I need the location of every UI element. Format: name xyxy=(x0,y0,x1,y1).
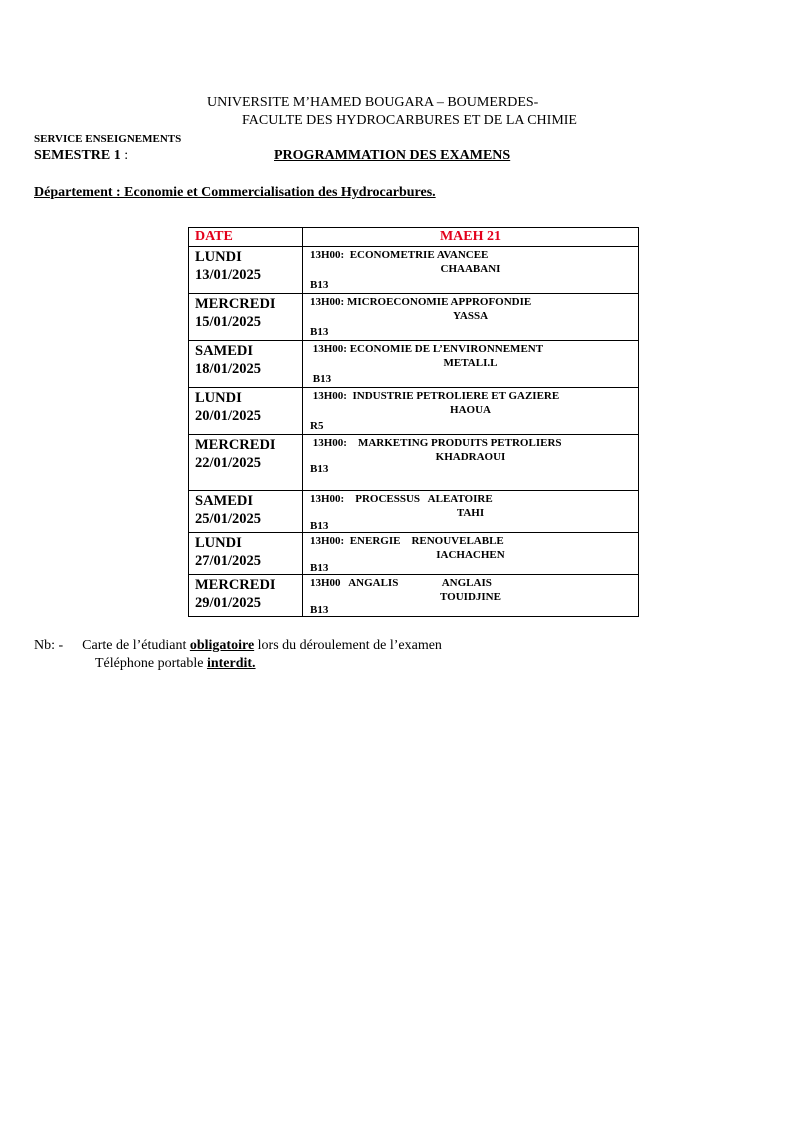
exam-room: B13 xyxy=(310,326,329,338)
exam-teacher: HAOUA xyxy=(450,404,491,416)
day-name: MERCREDI xyxy=(195,577,276,593)
exam-cell xyxy=(303,388,639,435)
exam-subject: 13H00: INDUSTRIE PETROLIERE ET GAZIERE xyxy=(310,390,560,402)
table-row xyxy=(189,435,639,491)
exam-date: 22/01/2025 xyxy=(195,455,262,471)
day-name: SAMEDI xyxy=(195,493,254,509)
date-cell xyxy=(189,491,303,533)
note-text-d: Téléphone portable xyxy=(95,656,207,671)
table-header-row xyxy=(189,228,639,247)
table-row xyxy=(189,294,639,341)
exam-subject: 13H00 ANGALIS ANGLAIS xyxy=(310,577,492,589)
header-group: MAEH 21 xyxy=(303,228,639,247)
exam-cell xyxy=(303,575,639,617)
exam-subject: 13H00: PROCESSUS ALEATOIRE xyxy=(310,493,493,505)
date-cell xyxy=(189,247,303,294)
day-name: LUNDI xyxy=(195,390,242,406)
date-cell xyxy=(189,341,303,388)
day-name: LUNDI xyxy=(195,249,242,265)
semester-text: SEMESTRE 1 xyxy=(34,148,121,163)
note-line-1 xyxy=(34,638,442,654)
service-label: SERVICE ENSEIGNEMENTS xyxy=(34,133,182,145)
exam-date: 20/01/2025 xyxy=(195,408,262,424)
date-cell xyxy=(189,388,303,435)
exam-date: 27/01/2025 xyxy=(195,553,262,569)
university-name: UNIVERSITE M’HAMED BOUGARA – BOUMERDES- xyxy=(207,95,539,110)
exam-cell xyxy=(303,491,639,533)
exam-room: B13 xyxy=(310,373,332,385)
exam-cell xyxy=(303,247,639,294)
exam-cell xyxy=(303,294,639,341)
date-cell xyxy=(189,575,303,617)
exam-subject: 13H00: ECONOMETRIE AVANCEE xyxy=(310,249,489,261)
exam-cell xyxy=(303,341,639,388)
note-line-2 xyxy=(95,656,256,672)
exam-subject: 13H00: ECONOMIE DE L’ENVIRONNEMENT xyxy=(310,343,544,355)
exam-cell xyxy=(303,533,639,575)
exam-room: B13 xyxy=(310,463,329,475)
exam-teacher: YASSA xyxy=(452,310,489,322)
exam-room: B13 xyxy=(310,520,329,532)
date-cell xyxy=(189,533,303,575)
table-row xyxy=(189,575,639,617)
table-row xyxy=(189,491,639,533)
exam-subject: 13H00: MARKETING PRODUITS PETROLIERS xyxy=(310,437,562,449)
exam-date: 25/01/2025 xyxy=(195,511,262,527)
semester-label xyxy=(34,148,128,164)
exam-date: 13/01/2025 xyxy=(195,267,262,283)
day-name: SAMEDI xyxy=(195,343,254,359)
page-title: PROGRAMMATION DES EXAMENS xyxy=(274,148,511,163)
exam-teacher: TOUIDJINE xyxy=(440,591,501,603)
table-row xyxy=(189,341,639,388)
note-text-c: lors du déroulement de l’examen xyxy=(254,638,442,653)
exam-date: 15/01/2025 xyxy=(195,314,262,330)
table-row xyxy=(189,388,639,435)
note-text-a: Carte de l’étudiant xyxy=(82,638,190,653)
exam-room: R5 xyxy=(310,420,324,432)
exam-date: 18/01/2025 xyxy=(195,361,262,377)
table-row xyxy=(189,247,639,294)
exam-teacher: CHAABANI xyxy=(440,263,501,275)
table-row xyxy=(189,533,639,575)
faculty-name: FACULTE DES HYDROCARBURES ET DE LA CHIMIE xyxy=(242,113,577,128)
note-emphasis-interdit: interdit. xyxy=(206,656,256,671)
date-cell xyxy=(189,294,303,341)
header-date: DATE xyxy=(189,228,303,247)
exam-teacher: METALI.L xyxy=(443,357,498,369)
exam-teacher: TAHI xyxy=(456,507,485,519)
note-prefix: Nb: - xyxy=(34,638,64,653)
exam-subject: 13H00: MICROECONOMIE APPROFONDIE xyxy=(310,296,532,308)
exam-room: B13 xyxy=(310,279,329,291)
day-name: MERCREDI xyxy=(195,437,276,453)
exam-room: B13 xyxy=(310,562,329,574)
exam-teacher: IACHACHEN xyxy=(436,549,505,561)
exam-date: 29/01/2025 xyxy=(195,595,262,611)
day-name: MERCREDI xyxy=(195,296,276,312)
date-cell xyxy=(189,435,303,491)
department-label: Département : Economie et Commercialisation des Hydrocarbures. xyxy=(34,185,436,200)
day-name: LUNDI xyxy=(195,535,242,551)
note-emphasis-obligatoire: obligatoire xyxy=(189,638,255,653)
semester-colon: : xyxy=(120,148,129,163)
exam-room: B13 xyxy=(310,604,329,616)
exam-teacher: KHADRAOUI xyxy=(435,451,506,463)
exam-schedule-table xyxy=(188,227,639,617)
exam-subject: 13H00: ENERGIE RENOUVELABLE xyxy=(310,535,504,547)
exam-cell xyxy=(303,435,639,491)
